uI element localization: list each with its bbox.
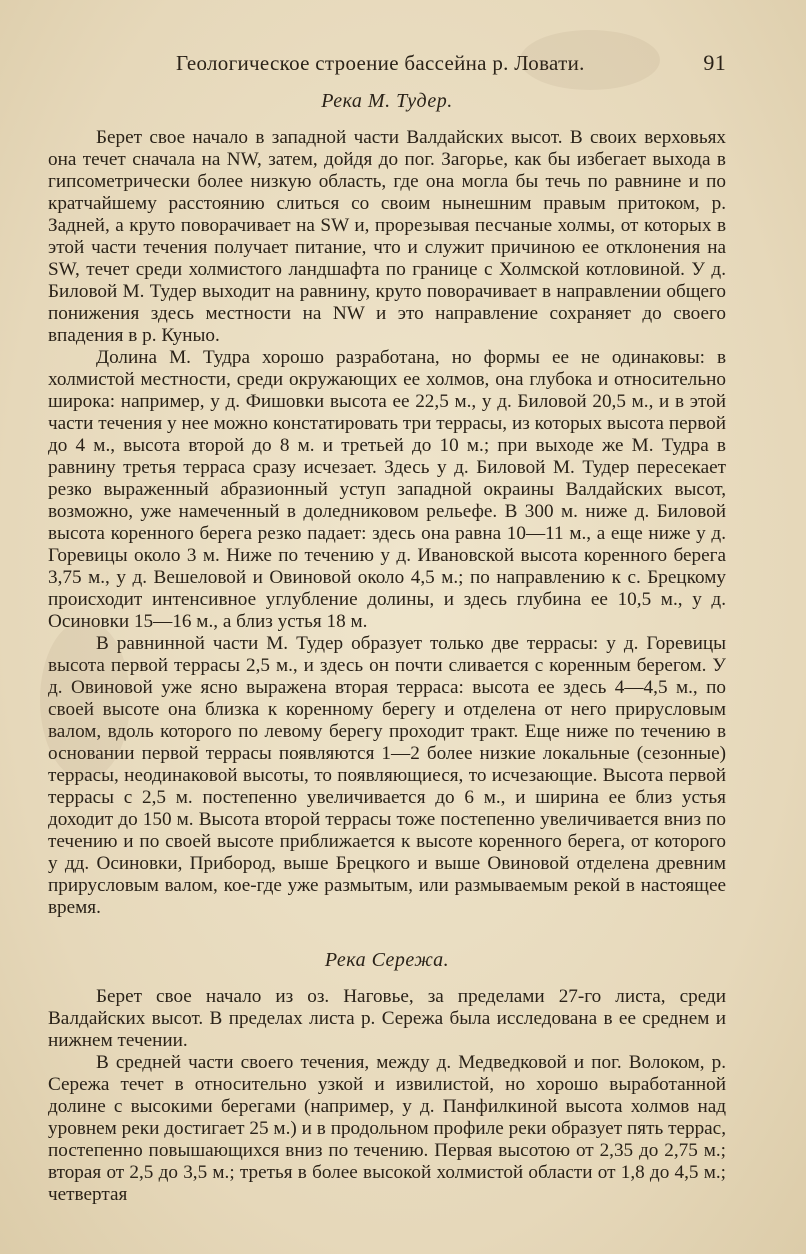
paragraph: Берет свое начало в западной части Валдайских высот. В своих верховьях она течет сначала на NW, затем, дойдя до пог. Загорье, как бы избегает выхода в гипсометрически более низкую область, где она могла бы течь по равнине и по кратчайшему расстоянию слиться со своим нынешним правым притоком, р. Задней, а круто поворачивает на SW и, прорезывая песчаные холмы, от которых в этой части течения получает питание, что и служит причиною ее отклонения на SW, течет среди холмистого ландшафта по границе с Холмской котловиной. У д. Биловой М. Тудер выходит на равнину, круто поворачивает в направлении общего понижения здесь местности на NW и это направление сохраняет до своего впадения в р. Куныо. xyxy=(48,127,726,346)
paragraph: В средней части своего течения, между д. Медведковой и пог. Волоком, р. Сережа течет в относительно узкой и извилистой, но хорошо выработанной долине с высокими берегами (например, у д. Панфилкиной высота холмов над уровнем реки достигает 25 м.) и в продольном профиле реки образует пять террас, постепенно повышающихся вниз по течению. Первая высотою от 2,35 до 2,75 м.; вторая от 2,5 до 3,5 м.; третья в более высокой холмистой области от 1,8 до 4,5 м.; четвертая xyxy=(48,1052,726,1205)
page-number: 91 xyxy=(703,50,726,75)
paragraph: В равнинной части М. Тудер образует только две террасы: у д. Горевицы высота первой террасы 2,5 м., и здесь он почти сливается с коренным берегом. У д. Овиновой уже ясно выражена вторая терраса: высота ее здесь 4—4,5 м., по своей высоте она близка к коренному берегу и отделена от него прирусловым валом, вдоль которого по левому берегу проходит тракт. Еще ниже по течению в основании первой террасы появляются 1—2 более низкие локальные (сезонные) террасы, неодинаковой высоты, то появляющиеся, то исчезающие. Высота первой террасы с 2,5 м. постепенно увеличивается до 6 м., и ширина ее близ устья доходит до 150 м. Высота второй террасы тоже постепенно увеличивается вниз по течению и по своей высоте приближается к высоте коренного берега, от которого у дд. Осиновки, Прибород, выше Брецкого и выше Овиновой отделена древним прирусловым валом, кое-где уже размытым, или размываемым рекой в настоящее время. xyxy=(48,633,726,918)
section-serezha xyxy=(48,949,726,1206)
paragraph: Долина М. Тудра хорошо разработана, но формы ее не одинаковы: в холмистой местности, среди окружающих ее холмов, она глубока и относительно широка: например, у д. Фишовки высота ее 22,5 м., у д. Биловой 20,5 м., и в этой части течения у нее можно констатировать три террасы, из которых высота первой до 4 м., высота второй до 8 м. и третьей до 10 м.; при выходе же М. Тудра в равнину третья терраса сразу исчезает. Здесь у д. Биловой М. Тудер пересекает резко выраженный абразионный уступ западной окраины Валдайских высот, возможно, уже намеченный в доледниковом рельефе. В 300 м. ниже д. Биловой высота коренного берега резко падает: здесь она равна 10—11 м., а еще ниже у д. Горевицы около 3 м. Ниже по течению у д. Ивановской высота коренного берега 3,75 м., у д. Вешеловой и Овиновой около 4,5 м.; по направлению к с. Брецкому происходит интенсивное углубление долины, и здесь глубина ее 10,5 м., у д. Осиновки 15—16 м., а близ устья 18 м. xyxy=(48,347,726,632)
section-title: Река М. Тудер. xyxy=(321,90,453,112)
running-header xyxy=(48,50,726,76)
paragraph: Берет свое начало из оз. Наговье, за пределами 27-го листа, среди Валдайских высот. В пределах листа р. Сережа была исследована в ее среднем и нижнем течении. xyxy=(48,986,726,1051)
section-tuder xyxy=(48,90,726,919)
section-title: Река Сережа. xyxy=(324,949,450,971)
running-title: Геологическое строение бассейна р. Ловати. xyxy=(176,51,585,75)
